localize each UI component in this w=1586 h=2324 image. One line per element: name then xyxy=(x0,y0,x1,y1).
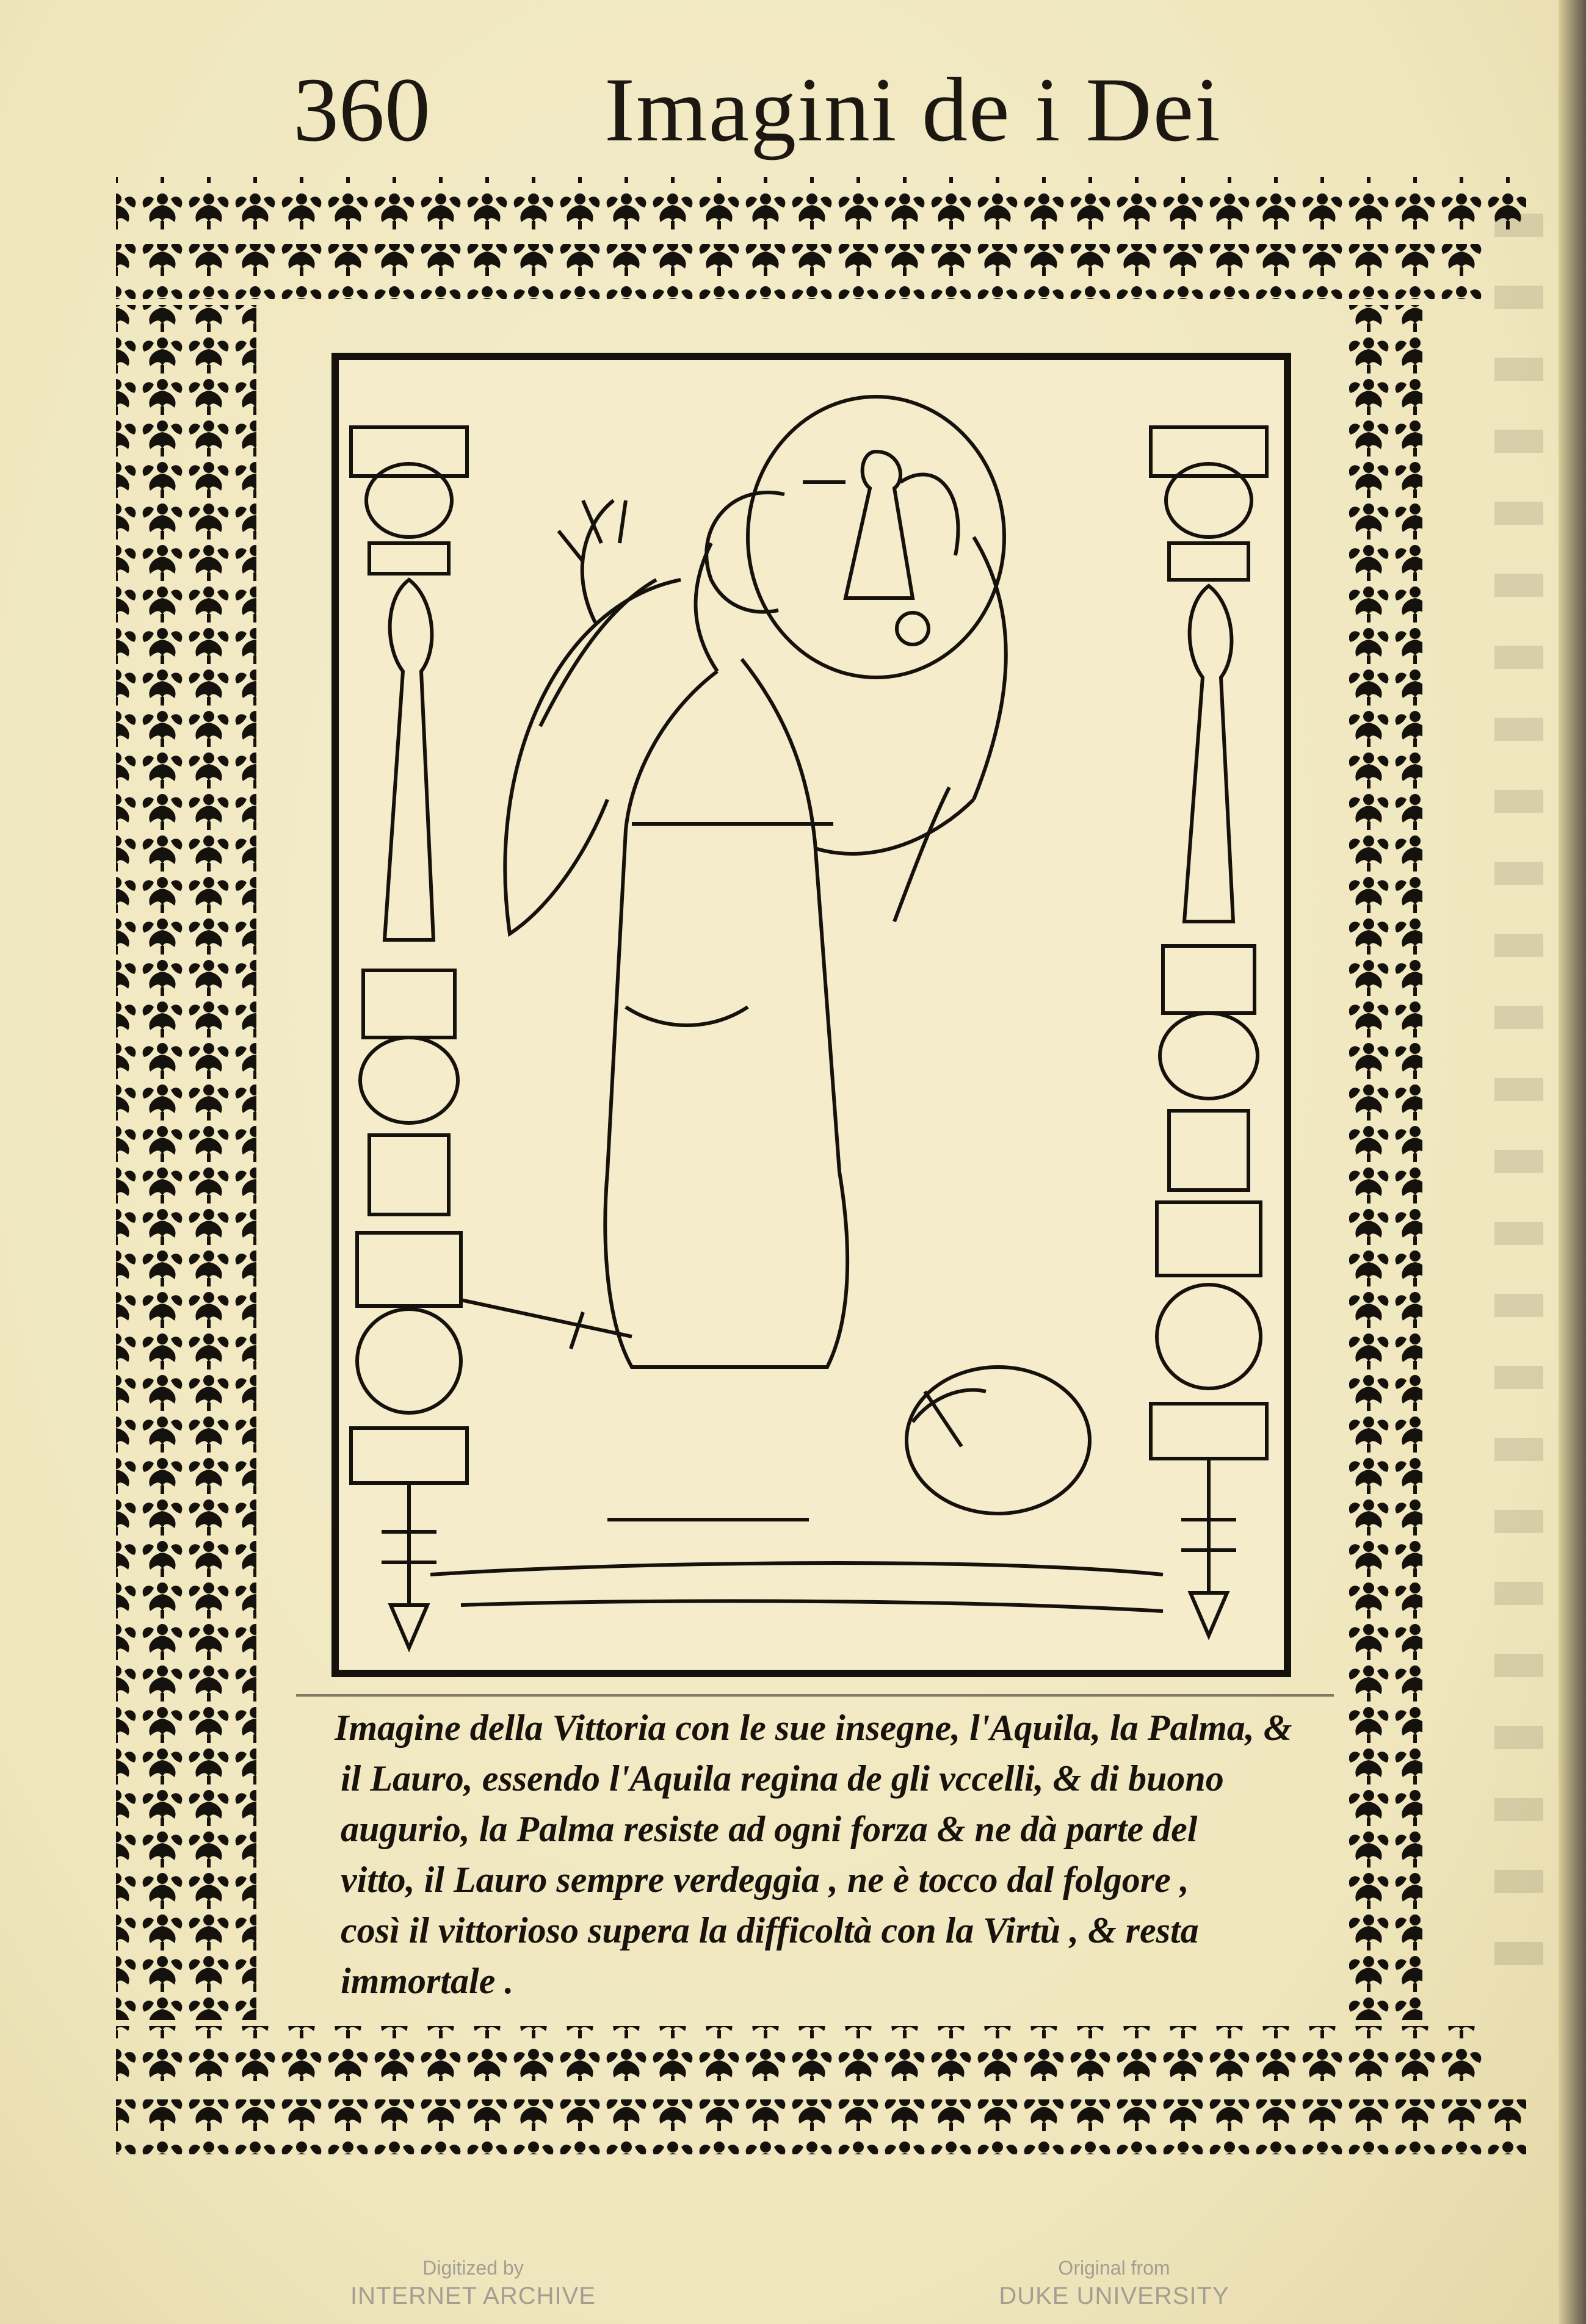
source-label: Original from xyxy=(1058,2257,1170,2279)
caption-line: vitto, il Lauro sempre verdeggia , ne è tocco dal folgore , xyxy=(341,1860,1189,1900)
woodcut-illustration xyxy=(331,353,1291,1677)
caption-line: immortale . xyxy=(341,1961,514,2001)
caption-line: il Lauro, essendo l'Aquila regina de gli vccelli, & di buono xyxy=(341,1758,1224,1799)
victoria-woodcut-icon xyxy=(339,360,1284,1670)
source-name: DUKE UNIVERSITY xyxy=(999,2282,1229,2309)
caption-line: Imagine della Vittoria con le sue insegne, l'Aquila, la Palma, & xyxy=(335,1708,1292,1748)
page-number: 360 xyxy=(293,59,430,161)
caption-line: così il vittorioso supera la difficoltà con la Virtù , & resta xyxy=(341,1910,1199,1951)
digitizer-label: Digitized by xyxy=(422,2257,524,2279)
digitizer-name: INTERNET ARCHIVE xyxy=(350,2282,596,2309)
figure-caption xyxy=(335,1703,1336,2007)
source-credit xyxy=(931,2255,1297,2311)
caption-rule xyxy=(296,1694,1334,1697)
digitizer-credit xyxy=(290,2255,656,2311)
running-title: Imagini de i Dei xyxy=(604,59,1222,161)
caption-line: augurio, la Palma resiste ad ogni forza & ne dà parte del xyxy=(341,1809,1198,1849)
